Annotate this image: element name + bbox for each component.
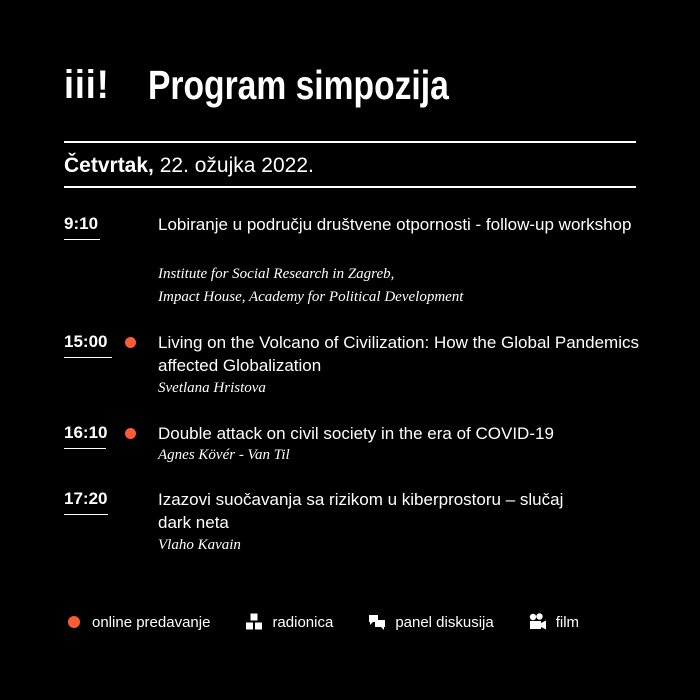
legend-panel [367, 612, 493, 632]
online-dot-icon [64, 612, 84, 632]
item-speaker-line2: Impact House, Academy for Political Development [158, 289, 464, 305]
schedule-item [64, 488, 644, 560]
header [64, 60, 515, 110]
logo: iii! [64, 63, 110, 107]
schedule-item [64, 422, 644, 470]
online-lecture-icon [125, 337, 136, 348]
time-underline [64, 357, 112, 358]
film-camera-icon [528, 612, 548, 632]
date-heading [64, 152, 314, 180]
item-title: Double attack on civil society in the era of COVID-19 [158, 424, 554, 443]
legend-label: radionica [272, 613, 334, 631]
item-title: Izazovi suočavanja sa rizikom u kiberprostoru – slučaj dark neta [158, 490, 564, 532]
legend-workshop [244, 612, 333, 632]
item-time: 15:00 [64, 332, 108, 351]
panel-discussion-icon [367, 612, 387, 632]
page-title: Program simpozija [148, 62, 449, 108]
item-title: Lobiranje u području društvene otpornosti - follow-up workshop [158, 215, 632, 234]
legend-label: online predavanje [92, 613, 211, 631]
date-rest: 22. ožujka 2022. [153, 154, 314, 177]
legend-online [64, 612, 210, 632]
item-speaker: Agnes Kövér - Van Til [158, 447, 290, 463]
item-title: Living on the Volcano of Civilization: How the Global Pandemics affected Globalization [158, 333, 639, 375]
date-day: Četvrtak, [64, 154, 154, 177]
date-divider [64, 186, 636, 188]
item-time: 17:20 [64, 489, 108, 508]
time-underline [64, 239, 100, 240]
item-time: 16:10 [64, 423, 108, 442]
top-divider [64, 141, 636, 143]
legend-label: panel diskusija [395, 613, 494, 631]
schedule-item [64, 213, 644, 309]
online-lecture-icon [125, 428, 136, 439]
time-underline [64, 448, 106, 449]
legend-label: film [555, 613, 580, 631]
legend-film [528, 612, 579, 632]
item-time: 9:10 [64, 214, 99, 233]
legend [64, 610, 579, 634]
workshop-icon [244, 612, 264, 632]
time-underline [64, 514, 108, 515]
item-speaker: Vlaho Kavain [158, 537, 241, 553]
item-speaker: Institute for Social Research in Zagreb, [158, 266, 395, 282]
schedule-item [64, 331, 644, 401]
item-speaker: Svetlana Hristova [158, 380, 266, 396]
